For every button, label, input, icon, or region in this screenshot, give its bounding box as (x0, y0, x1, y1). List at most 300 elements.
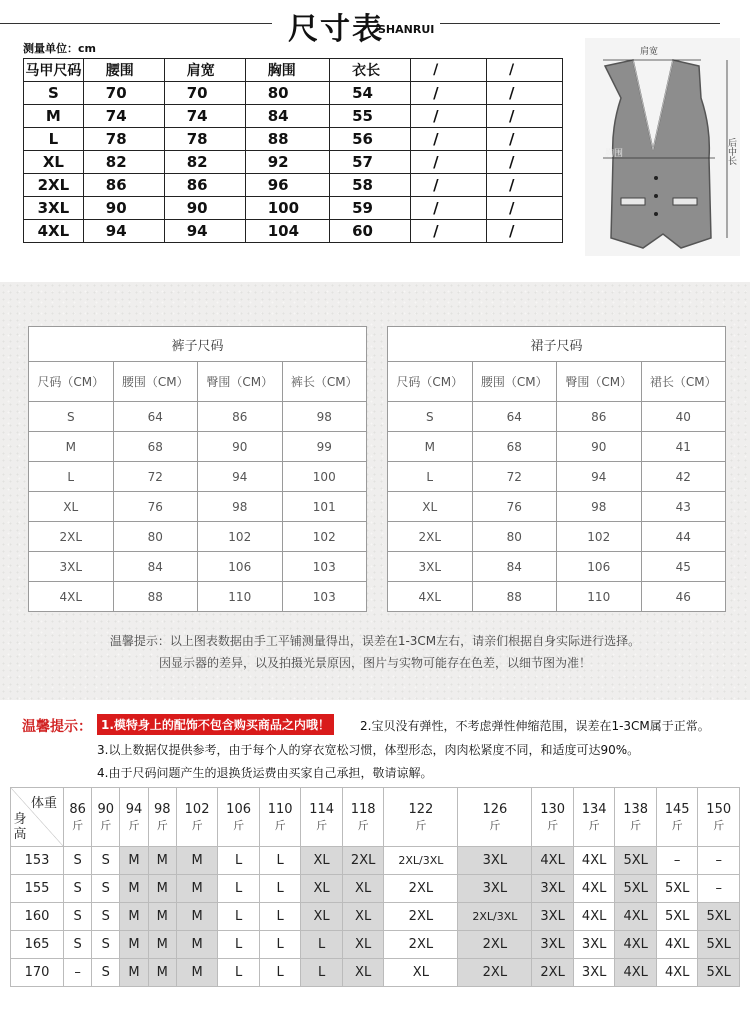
table-row (29, 552, 367, 582)
table-cell: 78 (164, 128, 245, 151)
size-cell: 4XL (573, 847, 615, 875)
pants-caption: 裤子尺码 (29, 327, 367, 362)
table-row (11, 875, 740, 903)
size-cell: XL (301, 903, 343, 931)
weight-unit: 斤 (72, 818, 84, 832)
skirt-size-table (387, 326, 726, 612)
table-header-cell: / (487, 59, 563, 82)
size-cell: 3XL (573, 959, 615, 987)
tips-title: 温馨提示： (22, 719, 92, 735)
table-cell: 4XL (388, 582, 473, 612)
table-cell: 40 (641, 402, 726, 432)
table-row (24, 82, 563, 105)
table-cell: S (388, 402, 473, 432)
measure-unit: 测量单位：cm (23, 42, 96, 55)
size-cell: M (148, 931, 176, 959)
weight-unit: 斤 (156, 818, 168, 832)
weight-unit: 斤 (713, 818, 725, 832)
table-cell: 90 (164, 197, 245, 220)
table-cell: 102 (198, 522, 283, 552)
table-cell: 99 (282, 432, 367, 462)
height-cell: 160 (11, 903, 64, 931)
size-cell: M (120, 903, 148, 931)
size-cell: L (218, 903, 260, 931)
title-rule-right (440, 23, 720, 24)
table-cell: 84 (113, 552, 198, 582)
table-cell: 2XL (24, 174, 84, 197)
skirt-caption: 裙子尺码 (388, 327, 726, 362)
table-cell: L (24, 128, 84, 151)
weight-header-cell (218, 788, 260, 847)
size-cell: S (64, 875, 92, 903)
weight-value: 98 (153, 801, 171, 817)
weight-value: 90 (97, 801, 115, 817)
back-length-label: 后中长 (726, 138, 736, 165)
table-cell: 64 (113, 402, 198, 432)
table-cell: 56 (330, 128, 411, 151)
table-cell: 84 (245, 105, 329, 128)
size-cell: 3XL (532, 875, 574, 903)
table-cell: 54 (330, 82, 411, 105)
table-header-cell: / (411, 59, 487, 82)
weight-unit: 斤 (588, 818, 600, 832)
table-cell: 70 (164, 82, 245, 105)
weight-header-cell (301, 788, 343, 847)
table-cell: 96 (245, 174, 329, 197)
size-cell: 3XL (458, 875, 532, 903)
weight-value: 86 (69, 801, 86, 817)
weight-header-cell (120, 788, 148, 847)
table-cell: 45 (641, 552, 726, 582)
corner-weight-label: 体重 (30, 796, 57, 811)
size-cell: M (176, 847, 218, 875)
size-cell: 2XL (532, 959, 574, 987)
size-cell: 2XL/3XL (384, 847, 458, 875)
weight-header-cell (698, 788, 740, 847)
table-cell: 100 (282, 462, 367, 492)
weight-value: 122 (408, 801, 434, 817)
table-cell: 88 (472, 582, 557, 612)
size-cell: 2XL (342, 847, 384, 875)
table-cell: / (411, 151, 487, 174)
table-header-cell: 衣长 (330, 59, 411, 82)
title-rule-left (0, 23, 272, 24)
size-cell: 2XL (384, 903, 458, 931)
table-header-row (24, 59, 563, 82)
table-cell: L (388, 462, 473, 492)
table-cell: 59 (330, 197, 411, 220)
weight-value: 110 (267, 801, 293, 817)
weight-header-cell (92, 788, 120, 847)
table-cell: / (487, 82, 563, 105)
table-cell: 102 (557, 522, 642, 552)
size-cell: L (259, 959, 301, 987)
weight-header-cell (64, 788, 92, 847)
weight-value: 126 (482, 801, 508, 817)
table-cell: 80 (472, 522, 557, 552)
chest-label: 胸围 (605, 149, 624, 159)
table-cell: S (29, 402, 114, 432)
table-header-cell: 腰围（CM） (472, 362, 557, 402)
size-cell: 5XL (698, 931, 740, 959)
table-header-cell: 腰围（CM） (113, 362, 198, 402)
brand-subtitle: SHANRUI (378, 23, 435, 36)
size-cell: S (92, 903, 120, 931)
weight-value: 118 (350, 801, 376, 817)
shoulder-label: 肩宽 (640, 47, 659, 57)
height-weight-table (10, 787, 740, 987)
table-cell: / (487, 105, 563, 128)
table-cell: 103 (282, 582, 367, 612)
size-cell: L (218, 847, 260, 875)
tip-elasticity: 2.宝贝没有弹性，不考虑弹性伸缩范围，误差在1-3CM属于正常。 (360, 719, 710, 733)
size-cell: L (259, 903, 301, 931)
table-cell: 94 (557, 462, 642, 492)
table-cell: XL (29, 492, 114, 522)
weight-value: 150 (706, 801, 732, 817)
size-cell: XL (301, 875, 343, 903)
size-cell: M (148, 875, 176, 903)
table-cell: 98 (282, 402, 367, 432)
height-cell: 170 (11, 959, 64, 987)
table-row (29, 432, 367, 462)
table-cell: 68 (472, 432, 557, 462)
table-cell: 106 (557, 552, 642, 582)
weight-header-cell (532, 788, 574, 847)
size-cell: 4XL (573, 903, 615, 931)
size-cell: 5XL (698, 903, 740, 931)
height-cell: 165 (11, 931, 64, 959)
weight-header-cell (148, 788, 176, 847)
table-row (24, 105, 563, 128)
size-cell: XL (342, 931, 384, 959)
weight-unit: 斤 (489, 818, 501, 832)
table-cell: XL (24, 151, 84, 174)
size-cell: M (176, 875, 218, 903)
table-cell: 98 (557, 492, 642, 522)
size-cell: 3XL (532, 931, 574, 959)
table-header-cell: 臀围（CM） (198, 362, 283, 402)
size-cell: S (64, 931, 92, 959)
size-cell: S (92, 875, 120, 903)
size-cell: L (218, 931, 260, 959)
table-row (24, 197, 563, 220)
table-cell: XL (388, 492, 473, 522)
table-cell: 3XL (29, 552, 114, 582)
table-cell: 86 (164, 174, 245, 197)
table-header-cell: 裙长（CM） (641, 362, 726, 402)
size-cell: 4XL (573, 875, 615, 903)
vest-pocket-right (673, 198, 697, 205)
size-cell: M (176, 931, 218, 959)
table-row (388, 402, 726, 432)
size-cell: M (148, 903, 176, 931)
table-row (24, 151, 563, 174)
table-cell: 57 (330, 151, 411, 174)
table-cell: 70 (83, 82, 164, 105)
weight-header-cell (342, 788, 384, 847)
measurement-note: 温馨提示：以上图表数据由手工平铺测量得出，误差在1-3CM左右，请亲们根据自身实际进行选择。 (109, 634, 641, 648)
corner-height-label: 身高 (13, 812, 27, 842)
size-cell: 4XL (532, 847, 574, 875)
weight-header-cell (259, 788, 301, 847)
size-cell: 2XL (458, 931, 532, 959)
size-cell: M (148, 959, 176, 987)
table-row (29, 402, 367, 432)
table-cell: 60 (330, 220, 411, 243)
table-cell: / (487, 220, 563, 243)
size-cell: – (698, 847, 740, 875)
weight-header-cell (458, 788, 532, 847)
pants-size-table (28, 326, 367, 612)
table-cell: 3XL (388, 552, 473, 582)
table-header-cell: 腰围 (83, 59, 164, 82)
table-header-cell: 尺码（CM） (29, 362, 114, 402)
size-cell: 4XL (656, 959, 698, 987)
table-cell: 80 (245, 82, 329, 105)
table-row (11, 931, 740, 959)
weight-value: 114 (309, 801, 335, 817)
table-header-cell: 肩宽 (164, 59, 245, 82)
size-cell: L (259, 847, 301, 875)
size-cell: M (120, 847, 148, 875)
size-cell: 5XL (615, 875, 657, 903)
size-cell: 3XL (458, 847, 532, 875)
size-cell: 2XL (458, 959, 532, 987)
size-cell: L (259, 875, 301, 903)
table-cell: S (24, 82, 84, 105)
table-cell: M (29, 432, 114, 462)
table-row (11, 903, 740, 931)
size-cell: 2XL (384, 931, 458, 959)
weight-value: 94 (125, 801, 143, 817)
table-cell: 46 (641, 582, 726, 612)
table-cell: 4XL (29, 582, 114, 612)
pants-skirt-section (0, 282, 750, 700)
size-cell: 5XL (698, 959, 740, 987)
weight-value: 145 (664, 801, 690, 817)
size-cell: L (218, 959, 260, 987)
table-row (29, 462, 367, 492)
weight-unit: 斤 (233, 818, 245, 832)
size-cell: XL (342, 903, 384, 931)
table-cell: 82 (164, 151, 245, 174)
table-row (388, 552, 726, 582)
table-cell: 90 (198, 432, 283, 462)
table-cell: / (411, 197, 487, 220)
size-cell: 5XL (656, 903, 698, 931)
weight-value: 130 (540, 801, 566, 817)
size-cell: M (120, 959, 148, 987)
table-cell: / (487, 174, 563, 197)
table-cell: / (487, 151, 563, 174)
table-cell: 90 (557, 432, 642, 462)
table-cell: 103 (282, 552, 367, 582)
size-cell: XL (342, 959, 384, 987)
table-cell: 72 (472, 462, 557, 492)
table-cell: 80 (113, 522, 198, 552)
table-header-cell: 裤长（CM） (282, 362, 367, 402)
size-cell: 4XL (615, 931, 657, 959)
size-cell: L (301, 931, 343, 959)
weight-unit: 斤 (547, 818, 559, 832)
table-header-cell: 尺码（CM） (388, 362, 473, 402)
size-cell: M (148, 847, 176, 875)
table-cell: 68 (113, 432, 198, 462)
table-cell: 102 (282, 522, 367, 552)
size-cell: 2XL/3XL (458, 903, 532, 931)
vest-size-table (23, 58, 563, 243)
table-row (388, 492, 726, 522)
table-row (11, 959, 740, 987)
weight-header-cell (384, 788, 458, 847)
size-cell: 5XL (656, 875, 698, 903)
table-row (24, 128, 563, 151)
table-cell: M (24, 105, 84, 128)
table-cell: 92 (245, 151, 329, 174)
size-cell: 2XL (384, 875, 458, 903)
weight-header-cell (176, 788, 218, 847)
size-cell: 3XL (573, 931, 615, 959)
table-row (388, 522, 726, 552)
corner-cell (11, 788, 64, 847)
table-row (29, 492, 367, 522)
table-cell: 43 (641, 492, 726, 522)
size-cell: L (218, 875, 260, 903)
table-cell: 76 (113, 492, 198, 522)
weight-header-cell (656, 788, 698, 847)
weight-unit: 斤 (316, 818, 328, 832)
size-cell: M (176, 959, 218, 987)
table-row (29, 522, 367, 552)
size-cell: XL (384, 959, 458, 987)
size-cell: 4XL (615, 959, 657, 987)
table-cell: 58 (330, 174, 411, 197)
size-cell: M (120, 931, 148, 959)
table-cell: 2XL (388, 522, 473, 552)
weight-value: 138 (623, 801, 649, 817)
size-cell: S (92, 847, 120, 875)
vest-pocket-left (621, 198, 645, 205)
table-cell: / (487, 128, 563, 151)
weight-unit: 斤 (357, 818, 369, 832)
tip-return-shipping: 4.由于尺码问题产生的退换货运费由买家自己承担，敬请谅解。 (97, 766, 433, 780)
size-cell: S (92, 959, 120, 987)
size-cell: L (259, 931, 301, 959)
table-cell: 84 (472, 552, 557, 582)
size-cell: – (656, 847, 698, 875)
table-row (24, 220, 563, 243)
table-cell: 100 (245, 197, 329, 220)
table-cell: / (411, 82, 487, 105)
size-cell: M (120, 875, 148, 903)
color-note: 因显示器的差异，以及拍摄光景原因，图片与实物可能存在色差，以细节图为准！ (158, 656, 591, 670)
table-row (24, 174, 563, 197)
weight-header-cell (573, 788, 615, 847)
table-cell: 86 (557, 402, 642, 432)
size-cell: – (698, 875, 740, 903)
weight-unit: 斤 (191, 818, 203, 832)
weight-value: 106 (226, 801, 251, 817)
table-cell: 55 (330, 105, 411, 128)
size-cell: 4XL (615, 903, 657, 931)
table-row (11, 847, 740, 875)
table-cell: 90 (83, 197, 164, 220)
table-cell: / (411, 220, 487, 243)
table-cell: 42 (641, 462, 726, 492)
table-cell: 110 (557, 582, 642, 612)
page-title: 尺寸表 (288, 12, 384, 47)
size-cell: XL (342, 875, 384, 903)
table-cell: / (411, 174, 487, 197)
table-cell: / (411, 105, 487, 128)
vest-diagram (585, 38, 740, 256)
weight-unit: 斤 (415, 818, 427, 832)
size-cell: S (92, 931, 120, 959)
weight-unit: 斤 (274, 818, 286, 832)
table-cell: 86 (198, 402, 283, 432)
weight-value: 102 (184, 801, 210, 817)
weight-unit: 斤 (671, 818, 683, 832)
table-cell: 41 (641, 432, 726, 462)
size-cell: 5XL (615, 847, 657, 875)
size-cell: 3XL (532, 903, 574, 931)
table-cell: 74 (83, 105, 164, 128)
tip-reference: 3.以上数据仅提供参考，由于每个人的穿衣宽松习惯，体型形态，肉肉松紧度不同，和适度可达90%。 (97, 743, 640, 757)
size-cell: M (176, 903, 218, 931)
table-cell: 4XL (24, 220, 84, 243)
table-cell: 94 (164, 220, 245, 243)
table-row (388, 462, 726, 492)
table-row (388, 432, 726, 462)
size-cell: L (301, 959, 343, 987)
weight-unit: 斤 (100, 818, 112, 832)
table-row (29, 582, 367, 612)
table-cell: 72 (113, 462, 198, 492)
table-cell: 104 (245, 220, 329, 243)
weight-unit: 斤 (630, 818, 642, 832)
table-cell: 94 (198, 462, 283, 492)
table-cell: 106 (198, 552, 283, 582)
table-cell: M (388, 432, 473, 462)
table-cell: 44 (641, 522, 726, 552)
table-row (388, 582, 726, 612)
vest-size-section (0, 0, 750, 280)
size-cell: S (64, 847, 92, 875)
table-cell: 98 (198, 492, 283, 522)
height-cell: 153 (11, 847, 64, 875)
size-cell: 4XL (656, 931, 698, 959)
weight-header-cell (615, 788, 657, 847)
table-cell: 94 (83, 220, 164, 243)
size-cell: XL (301, 847, 343, 875)
table-cell: 74 (164, 105, 245, 128)
table-header-cell: 马甲尺码 (24, 59, 84, 82)
table-cell: L (29, 462, 114, 492)
size-cell: S (64, 903, 92, 931)
table-cell: / (487, 197, 563, 220)
table-cell: / (411, 128, 487, 151)
table-cell: 78 (83, 128, 164, 151)
table-header-cell: 胸围 (245, 59, 329, 82)
table-cell: 76 (472, 492, 557, 522)
table-cell: 88 (245, 128, 329, 151)
tip-accessories-badge: 1.模特身上的配饰不包含购买商品之内哦！ (97, 714, 334, 735)
table-cell: 110 (198, 582, 283, 612)
table-cell: 82 (83, 151, 164, 174)
table-cell: 2XL (29, 522, 114, 552)
table-cell: 64 (472, 402, 557, 432)
